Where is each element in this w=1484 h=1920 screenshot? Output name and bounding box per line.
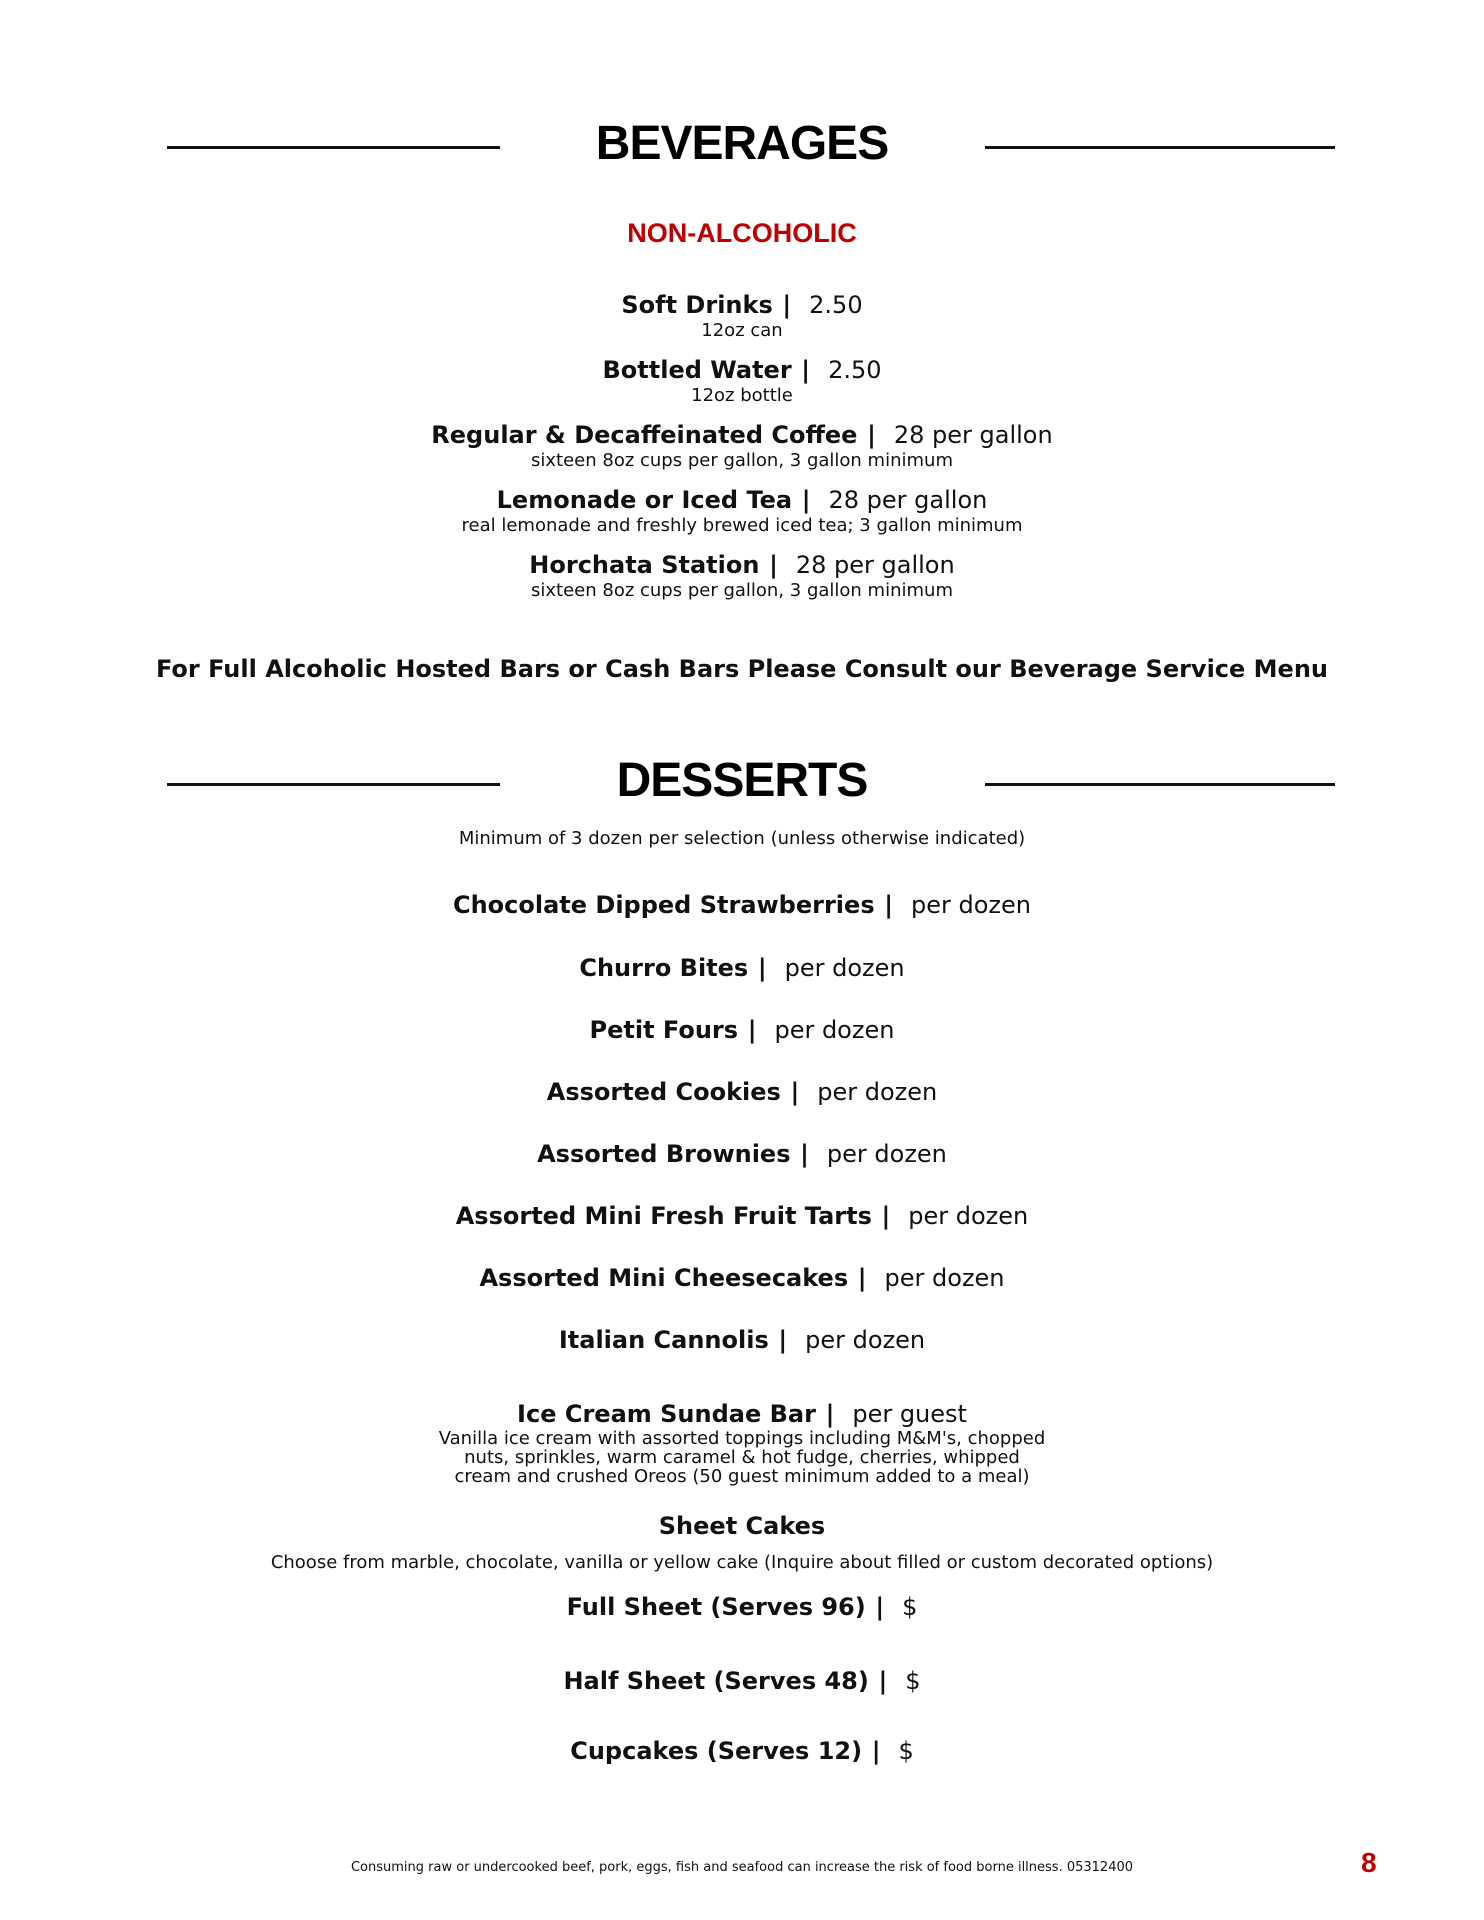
sundae-description-line: nuts, sprinkles, warm caramel & hot fudge, cherries, whipped: [464, 1447, 1020, 1468]
item-name: Assorted Brownies: [537, 1140, 791, 1168]
item-separator: |: [757, 954, 767, 982]
item-separator: |: [801, 486, 811, 514]
alcoholic-bars-notice: For Full Alcoholic Hosted Bars or Cash Bars Please Consult our Beverage Service Menu: [156, 655, 1328, 683]
item-separator: |: [871, 1737, 881, 1765]
item-name: Lemonade or Iced Tea: [496, 486, 793, 514]
item-name: Assorted Mini Fresh Fruit Tarts: [455, 1202, 872, 1230]
item-separator: |: [825, 1400, 835, 1428]
item-description: sixteen 8oz cups per gallon, 3 gallon minimum: [531, 450, 953, 471]
sheet-cakes-title: Sheet Cakes: [658, 1512, 826, 1540]
item-name: Soft Drinks: [621, 291, 773, 319]
sheet-cakes-note: Choose from marble, chocolate, vanilla or yellow cake (Inquire about filled or custom decorated options): [270, 1552, 1214, 1573]
item-name: Bottled Water: [602, 356, 792, 384]
item-description: 12oz can: [701, 320, 783, 341]
item-price: per dozen: [908, 1202, 1029, 1230]
item-price: 28 per gallon: [795, 551, 955, 579]
item-name: Half Sheet (Serves 48): [563, 1667, 869, 1695]
sundae-bar-item: [0, 1399, 1484, 1486]
item-name: Regular & Decaffeinated Coffee: [431, 421, 858, 449]
item-separator: |: [881, 1202, 891, 1230]
beverage-item: [0, 485, 1484, 536]
food-safety-disclaimer: Consuming raw or undercooked beef, pork, eggs, fish and seafood can increase the risk of food borne illness. 05312400: [350, 1860, 1134, 1875]
item-name: Italian Cannolis: [558, 1326, 769, 1354]
beverage-item: [0, 290, 1484, 341]
sundae-description-line: cream and crushed Oreos (50 guest minimum added to a meal): [454, 1466, 1030, 1487]
desserts-minimum-note: Minimum of 3 dozen per selection (unless otherwise indicated): [458, 828, 1026, 849]
item-price: per guest: [852, 1400, 967, 1428]
dessert-item: [0, 890, 1484, 920]
beverages-title: BEVERAGES: [595, 117, 889, 170]
item-price: $: [905, 1667, 921, 1695]
sheet-cake-item: [0, 1666, 1484, 1696]
sundae-description-line: Vanilla ice cream with assorted toppings including M&M's, chopped: [438, 1428, 1046, 1449]
desserts-title: DESSERTS: [616, 754, 868, 807]
sheet-cake-item: [0, 1736, 1484, 1766]
item-separator: |: [801, 356, 811, 384]
item-price: 2.50: [828, 356, 882, 384]
item-name: Churro Bites: [579, 954, 749, 982]
item-name: Chocolate Dipped Strawberries: [452, 891, 875, 919]
item-price: per dozen: [805, 1326, 926, 1354]
item-name: Assorted Mini Cheesecakes: [479, 1264, 849, 1292]
item-description: 12oz bottle: [691, 385, 793, 406]
item-name: Horchata Station: [529, 551, 760, 579]
item-price: 28 per gallon: [893, 421, 1053, 449]
item-separator: |: [747, 1016, 757, 1044]
item-price: 2.50: [809, 291, 863, 319]
item-price: per dozen: [817, 1078, 938, 1106]
dessert-item: [0, 1077, 1484, 1107]
item-separator: |: [884, 891, 894, 919]
item-separator: |: [778, 1326, 788, 1354]
item-name: Ice Cream Sundae Bar: [517, 1400, 816, 1428]
item-price: $: [898, 1737, 914, 1765]
item-price: $: [902, 1593, 918, 1621]
dessert-item: [0, 1015, 1484, 1045]
item-separator: |: [878, 1667, 888, 1695]
item-separator: |: [857, 1264, 867, 1292]
item-description: sixteen 8oz cups per gallon, 3 gallon minimum: [531, 580, 953, 601]
dessert-item: [0, 953, 1484, 983]
non-alcoholic-subheading: NON-ALCOHOLIC: [627, 218, 857, 248]
item-name: Assorted Cookies: [546, 1078, 781, 1106]
item-description: real lemonade and freshly brewed iced tea; 3 gallon minimum: [461, 515, 1023, 536]
beverage-item: [0, 550, 1484, 601]
dessert-item: [0, 1263, 1484, 1293]
dessert-item: [0, 1325, 1484, 1355]
item-price: per dozen: [911, 891, 1032, 919]
item-separator: |: [769, 551, 778, 579]
item-price: 28 per gallon: [828, 486, 988, 514]
beverage-item: [0, 355, 1484, 406]
item-separator: |: [867, 421, 876, 449]
item-separator: |: [782, 291, 792, 319]
page-number: 8: [1361, 1847, 1377, 1878]
item-separator: |: [790, 1078, 800, 1106]
item-separator: |: [875, 1593, 885, 1621]
item-name: Full Sheet (Serves 96): [566, 1593, 866, 1621]
item-name: Petit Fours: [589, 1016, 739, 1044]
beverage-item: [0, 420, 1484, 471]
item-price: per dozen: [774, 1016, 895, 1044]
item-price: per dozen: [884, 1264, 1005, 1292]
item-price: per dozen: [826, 1140, 947, 1168]
item-name: Cupcakes (Serves 12): [570, 1737, 863, 1765]
item-price: per dozen: [784, 954, 905, 982]
item-separator: |: [800, 1140, 809, 1168]
sheet-cake-item: [0, 1592, 1484, 1622]
dessert-item: [0, 1201, 1484, 1231]
dessert-item: [0, 1139, 1484, 1169]
